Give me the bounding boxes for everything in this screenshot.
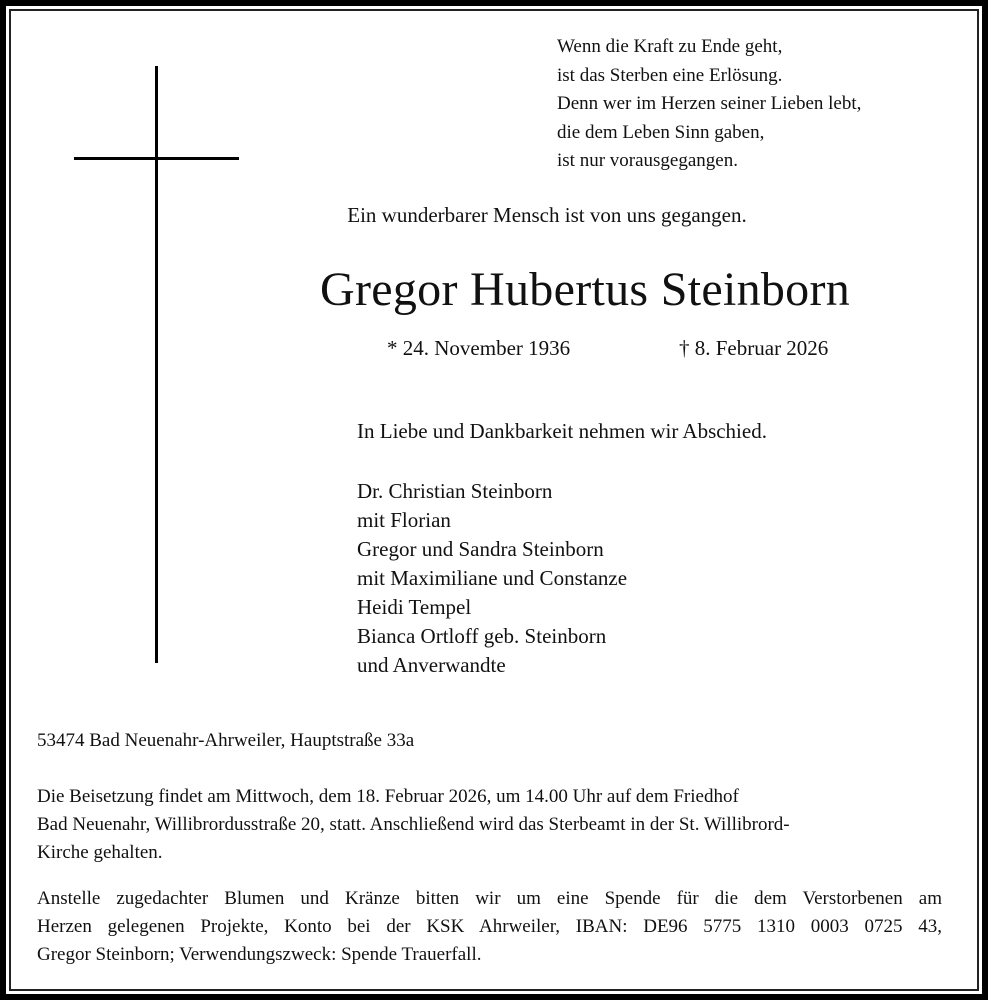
birth-date: * 24. November 1936	[387, 336, 571, 360]
farewell-text: In Liebe und Dankbarkeit nehmen wir Abschied.	[357, 419, 767, 443]
family-member: mit Maximiliane und Constanze	[357, 566, 628, 590]
address: 53474 Bad Neuenahr-Ahrweiler, Hauptstraße 33a	[37, 730, 415, 751]
deceased-name: Gregor Hubertus Steinborn	[320, 263, 851, 316]
family-member: Dr. Christian Steinborn	[357, 479, 553, 503]
burial-info	[37, 783, 952, 867]
family-member: Bianca Ortloff geb. Steinborn	[357, 624, 607, 648]
poem-line: Wenn die Kraft zu Ende geht,	[557, 36, 783, 57]
family-member: Gregor und Sandra Steinborn	[357, 537, 604, 561]
family-list	[357, 477, 627, 680]
donation-line: Anstelle zugedachter Blumen und Kränze bitten wir um eine Spende für die dem Verstorbenen am	[37, 888, 942, 909]
poem-line: ist das Sterben eine Erlösung.	[557, 64, 783, 86]
death-date: † 8. Februar 2026	[679, 336, 829, 360]
poem-line: Denn wer im Herzen seiner Lieben lebt,	[557, 93, 862, 114]
poem-line: die dem Leben Sinn gaben,	[557, 121, 765, 143]
cross-vertical-bar	[155, 66, 158, 663]
family-member: Heidi Tempel	[357, 595, 472, 619]
family-member: und Anverwandte	[357, 653, 506, 677]
poem-line: ist nur vorausgegangen.	[557, 150, 738, 171]
family-member: mit Florian	[357, 508, 451, 532]
burial-line: Kirche gehalten.	[37, 842, 163, 863]
burial-line: Die Beisetzung findet am Mittwoch, dem 18. Februar 2026, um 14.00 Uhr auf dem Friedhof	[37, 786, 739, 807]
donation-line: Gregor Steinborn; Verwendungszweck: Spende Trauerfall.	[37, 944, 482, 965]
intro-text: Ein wunderbarer Mensch ist von uns gegangen.	[347, 203, 747, 227]
donation-line: Herzen gelegenen Projekte, Konto bei der KSK Ahrweiler, IBAN: DE96 5775 1310 0003 0725 43,	[37, 916, 942, 937]
cross-horizontal-bar	[74, 157, 239, 160]
poem	[557, 33, 861, 176]
donation-info	[37, 885, 942, 969]
burial-line: Bad Neuenahr, Willibrordusstraße 20, statt. Anschließend wird das Sterbeamt in der St. Willibrord-	[37, 814, 790, 835]
